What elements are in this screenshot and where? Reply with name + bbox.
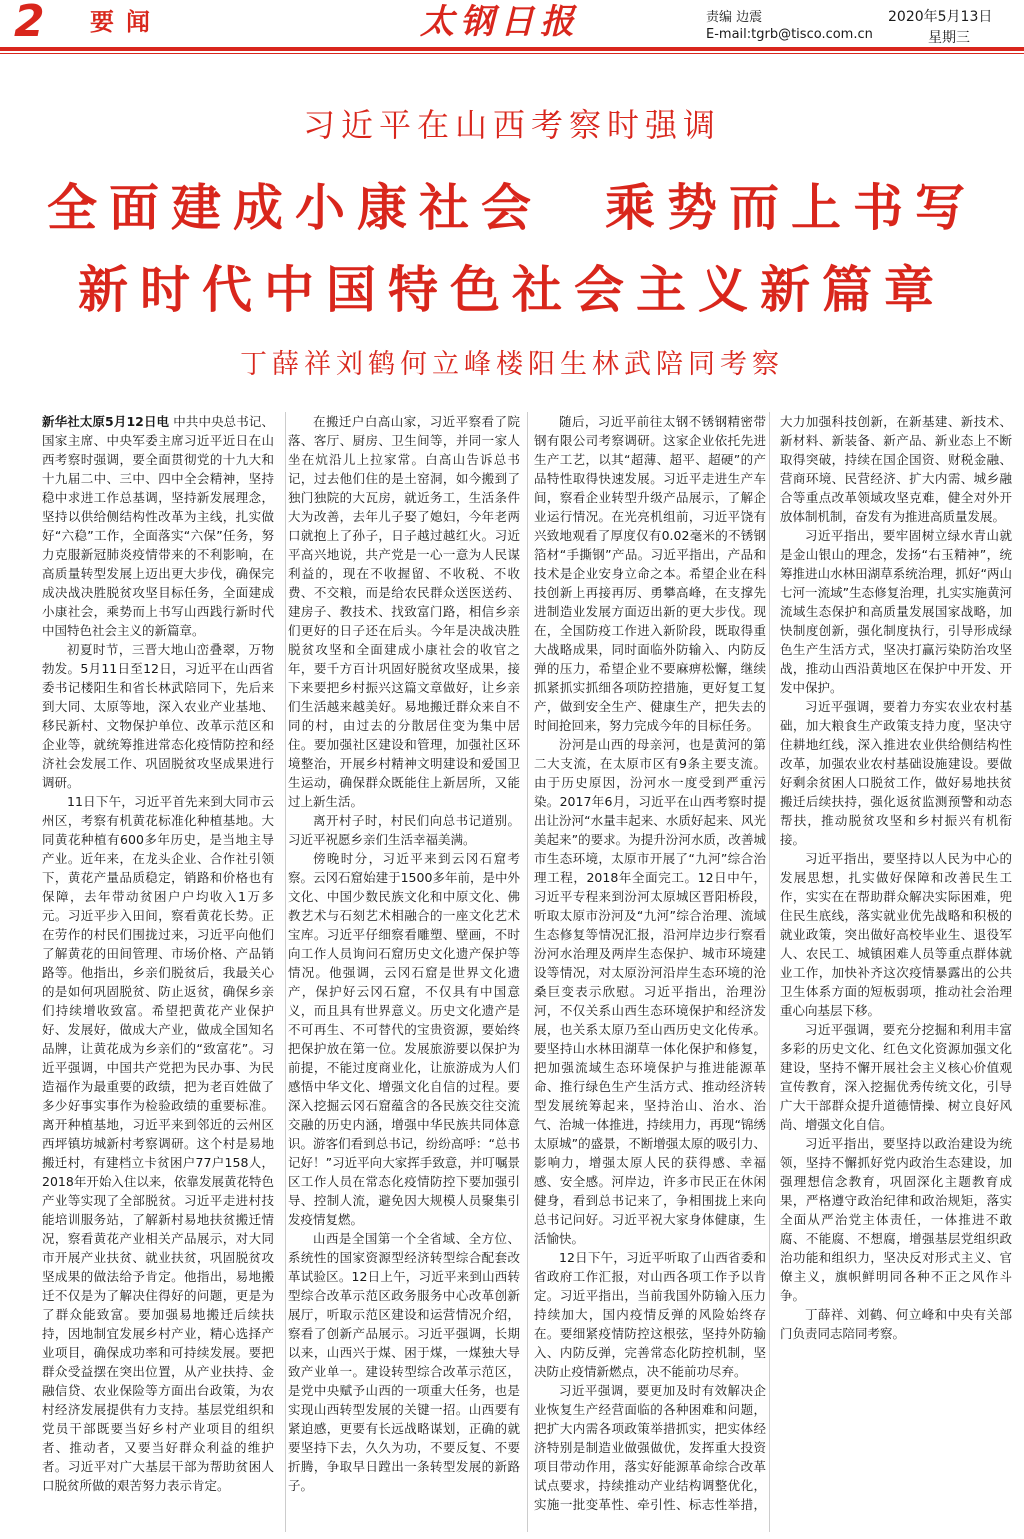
article-paragraph: 离开村子时，村民们向总书记道别。习近平祝愿乡亲们生活幸福美满。 (288, 813, 520, 847)
article-paragraph: 习近平指出，要坚持以人民为中心的发展思想，扎实做好保障和改善民生工作，实实在在帮助群众解决实际困难，兜住民生底线，落实就业优先战略和积极的就业政策，突出做好高校毕业生、退役军人、农民工、城镇困难人员等重点群体就业工作，加快补齐这次疫情暴露出的公共卫生体系方面的短板弱项，推动社会治理重心向基层下移。 (780, 851, 1012, 1018)
article-paragraph: 随后，习近平前往太钢不锈钢精密带钢有限公司考察调研。这家企业依托先进生产工艺，以其“超薄、超平、超硬”的产品特性取得快速发展。习近平走进生产车间，察看企业转型升级产品展示，了解企业运行情况。在光亮机组前，习近平饶有兴致地观看了厚度仅有0.02毫米的不锈钢箔材“手撕钢”产品。习近平指出，产品和技术是企业安身立命之本。希望企业在科技创新上再接再厉、勇攀高峰，在支撑先进制造业发展方面迈出新的更大步伐。现在，全国防疫工作进入新阶段，既取得重大战略成果，同时面临外防输入、内防反弹的压力，希望企业不要麻痹松懈，继续抓紧抓实抓细各项防控措施，更好复工复产，做到安全生产、健康生产，把失去的时间抢回来，努力完成今年的目标任务。 (534, 414, 766, 733)
masthead-rule (0, 47, 1024, 51)
editor-credit: 责编 边震 (706, 10, 763, 25)
headline-line-2: 新时代中国特色社会主义新篇章 (78, 261, 946, 319)
article-paragraph: 习近平指出，要坚持以政治建设为统领，坚持不懈抓好党内政治生态建设，加强理想信念教育，巩固深化主题教育成果，严格遵守政治纪律和政治规矩，落实全面从严治党主体责任，一体推进不敢腐、不能腐、不想腐，增强基层党组织政治功能和组织力，坚决反对形式主义、官僚主义，旗帜鲜明同各种不正之风作斗争。 (780, 1136, 1012, 1303)
dateline: 新华社太原5月12日电 (42, 414, 170, 429)
article-paragraph: 11日下午，习近平首先来到大同市云州区，考察有机黄花标准化种植基地。大同黄花种植有600多年历史，是当地主导产业。近年来，在龙头企业、合作社引领下，黄花产量品质稳定，销路和价格也有保障，去年带动贫困户户均收入1万多元。习近平步入田间，察看黄花长势。正在劳作的村民们围拢过来，习近平向他们了解黄花的田间管理、市场价格、产品销路等。他指出，乡亲们脱贫后，我最关心的是如何巩固脱贫、防止返贫，确保乡亲们持续增收致富。希望把黄花产业保护好、发展好，做成大产业，做成全国知名品牌，让黄花成为乡亲们的“致富花”。习近平强调，中国共产党把为民办事、为民造福作为最重要的政绩，把为老百姓做了多少好事实事作为检验政绩的重要标准。离开种植基地，习近平来到邻近的云州区西坪镇坊城新村考察调研。这个村是易地搬迁村，有建档立卡贫困户77户158人，2018年开始入住以来，依靠发展黄花特色产业等实现了全部脱贫。习近平走进村技能培训服务站，了解新村易地扶贫搬迁情况，察看黄花产业相关产品展示，对大同市开展产业扶贫、就业扶贫，巩固脱贫攻坚成果的做法给予肯定。他指出，易地搬迁不仅是为了解决住得好的问题，更是为了群众能致富。要加强易地搬迁后续扶持，因地制宜发展乡村产业，精心选择产业项目，确保成功率和可持续发展。要把群众受益摆在突出位置，从产业扶持、金融信贷、农业保险等方面出台政策，为农村经济发展提供有力支持。基层党组织和党员干部既要当好乡村产业项目的组织者、推动者，又要当好群众利益的维护者。习近平对广大基层干部为帮助贫困人口脱贫所做的艰苦努力表示肯定。 (42, 794, 274, 1493)
issue-weekday: 星期三 (928, 30, 970, 46)
article-paragraph: 初夏时节，三晋大地山峦叠翠，万物勃发。5月11日至12日，习近平在山西省委书记楼阳生和省长林武陪同下，先后来到大同、太原等地，深入农业产业基地、移民新村、文物保护单位、改革示范区和企业等，就统筹推进常态化疫情防控和经济社会发展工作、巩固脱贫攻坚成果进行调研。 (42, 642, 274, 790)
masthead-thin-rule (0, 53, 1024, 54)
newspaper-logo: 太钢日报 (420, 2, 580, 42)
headline-kicker: 习近平在山西考察时强调 (302, 106, 721, 144)
article-paragraph: 习近平强调，要着力夯实农业农村基础，加大粮食生产政策支持力度，坚决守住耕地红线，深入推进农业供给侧结构性改革，加强农业农村基础设施建设。要做好剩余贫困人口脱贫工作，做好易地扶贫搬迁后续扶持，强化返贫监测预警和动态帮扶，推动脱贫攻坚和乡村振兴有机衔接。 (780, 699, 1012, 847)
subheadline: 丁薛祥刘鹤何立峰楼阳生林武陪同考察 (240, 349, 784, 380)
page-number: 2 (14, 0, 45, 47)
issue-date: 2020年5月13日 (888, 9, 993, 25)
article-paragraph: 汾河是山西的母亲河，也是黄河的第二大支流，在太原市区有9条主要支流。由于历史原因，汾河水一度受到严重污染。2017年6月，习近平在山西考察时提出让汾河“水量丰起来、水质好起来、风光美起来”的要求。为提升汾河水质，改善城市生态环境，太原市开展了“九河”综合治理工程，2018年全面完工。12日中午，习近平专程来到汾河太原城区晋阳桥段，听取太原市汾河及“九河”综合治理、流域生态修复等情况汇报，沿河岸边步行察看汾河水治理及两岸生态保护、城市环境建设等情况，对太原汾河沿岸生态环境的沧桑巨变表示欣慰。习近平指出，治理汾河，不仅关系山西生态环境保护和经济发展，也关系太原乃至山西历史文化传承。要坚持山水林田湖草一体化保护和修复，把加强流域生态环境保护与推进能源革命、推行绿色生产生活方式、推动经济转型发展统筹起来，坚持治山、治水、治气、治城一体推进，持续用力，再现“锦绣太原城”的盛景，不断增强太原的吸引力、影响力，增强太原人民的获得感、幸福感、安全感。河岸边，许多市民正在休闲健身，看到总书记来了，争相围拢上来向总书记问好。习近平祝大家身体健康，生活愉快。 (534, 737, 766, 1246)
article-paragraph: 傍晚时分，习近平来到云冈石窟考察。云冈石窟始建于1500多年前，是中外文化、中国少数民族文化和中原文化、佛教艺术与石刻艺术相融合的一座文化艺术宝库。习近平仔细察看雕塑、壁画，不时向工作人员询问石窟历史文化遗产保护等情况。他强调，云冈石窟是世界文化遗产，保护好云冈石窟，不仅具有中国意义，而且具有世界意义。历史文化遗产是不可再生、不可替代的宝贵资源，要始终把保护放在第一位。发展旅游要以保护为前提，不能过度商业化，让旅游成为人们感悟中华文化、增强文化自信的过程。要深入挖掘云冈石窟蕴含的各民族交往交流交融的历史内涵，增强中华民族共同体意识。游客们看到总书记，纷纷高呼：“总书记好！”习近平向大家挥手致意，并叮嘱景区工作人员在常态化疫情防控下要加强引导、控制人流，避免因大规模人员聚集引发疫情复燃。 (288, 851, 520, 1227)
article-paragraph: 习近平指出，要牢固树立绿水青山就是金山银山的理念，发扬“右玉精神”，统筹推进山水林田湖草系统治理，抓好“两山七河一流域”生态修复治理，扎实实施黄河流域生态保护和高质量发展国家战略，加快制度创新，强化制度执行，引导形成绿色生产生活方式，坚决打赢污染防治攻坚战，推动山西沿黄地区在保护中开发、开发中保护。 (780, 528, 1012, 695)
article-paragraph: 山西是全国第一个全省域、全方位、系统性的国家资源型经济转型综合配套改革试验区。12日上午，习近平来到山西转型综合改革示范区政务服务中心改革创新展厅，听取示范区建设和运营情况介绍，察看了创新产品展示。习近平强调，长期以来，山西兴于煤、困于煤，一煤独大导致产业单一。建设转型综合改革示范区，是党中央赋予山西的一项重大任务，也是实现山西转型发展的关键一招。山西要有紧迫感，更要有长远战略谋划，正确的就要坚持下去，久久为功，不要反复、不要折腾，争取早日蹚出一条转型发展的新路子。 (288, 1231, 520, 1493)
article-paragraph: 12日下午，习近平听取了山西省委和省政府工作汇报，对山西各项工作予以肯定。习近平指出，当前我国外防输入压力持续加大，国内疫情反弹的风险始终存在。要细紧疫情防控这根弦，坚持外防输入、内防反弹，完善常态化防控机制，坚决防止疫情新燃点，决不能前功尽弃。 (534, 1250, 766, 1379)
article-paragraph: 习近平强调，要更加及时有效解决企业恢复生产经营面临的各种困难和问题，把扩大内需各项政策举措抓实，把实体经济特别是制造业做强做优，发挥重大投资项目带动作用，落实好能源革命综合改革试点要求，持续推动产业结构调整优化，实施一批变革性、牵引性、标志性举措，大力加强科技创新，在新基建、新技术、新材料、新装备、新产品、新业态上不断取得突破，持续在国企国资、财税金融、营商环境、民营经济、扩大内需、城乡融合等重点改革领域攻坚克难，健全对外开放体制机制，奋发有为推进高质量发展。 (534, 414, 1012, 1512)
headline-line-1: 全面建成小康社会 乘势而上书写 (47, 179, 977, 237)
section-title: 要闻 (90, 8, 162, 36)
article-body (42, 412, 1012, 1532)
article-paragraph: 习近平强调，要充分挖掘和利用丰富多彩的历史文化、红色文化资源加强文化建设，坚持不懈开展社会主义核心价值观宣传教育，深入挖掘优秀传统文化，引导广大干部群众提升道德情操、树立良好风尚、增强文化自信。 (780, 1022, 1012, 1132)
article-lead (42, 412, 274, 640)
article-paragraph: 在搬迁户白高山家，习近平察看了院落、客厅、厨房、卫生间等，并同一家人坐在炕沿儿上拉家常。白高山告诉总书记，过去他们住的是土窑洞，如今搬到了独门独院的大瓦房，就近务工，生活条件大为改善，去年儿子娶了媳妇，今年老两口就抱上了孙子，日子越过越红火。习近平高兴地说，共产党是一心一意为人民谋利益的，现在不收握留、不收税、不收费、不交粮，而是给农民群众送医送药、建房子、教技术、找致富门路，相信乡亲们更好的日子还在后头。今年是决战决胜脱贫攻坚和全面建成小康社会的收官之年，要千方百计巩固好脱贫攻坚成果，接下来要把乡村振兴这篇文章做好，让乡亲们生活越来越美好。易地搬迁群众来自不同的村，由过去的分散居住变为集中居住。要加强社区建设和管理，加强社区环境整治，开展乡村精神文明建设和爱国卫生运动，确保群众既能住上新居所，又能过上新生活。 (288, 414, 520, 809)
lead-text: 中共中央总书记、国家主席、中央军委主席习近平近日在山西考察时强调，要全面贯彻党的十九大和十九届二中、三中、四中全会精神，坚持稳中求进工作总基调，坚持新发展理念，坚持以供给侧结构性改革为主线，扎实做好“六稳”工作，全面落实“六保”任务，努力克服新冠肺炎疫情带来的不利影响，在高质量转型发展上迈出更大步伐，确保完成决战决胜脱贫攻坚目标任务，全面建成小康社会，乘势而上书写山西践行新时代中国特色社会主义的新篇章。 (42, 414, 274, 638)
article-paragraph: 丁薛祥、刘鹤、何立峰和中央有关部门负责同志陪同考察。 (780, 1307, 1012, 1341)
editor-email: E-mail:tgrb@tisco.com.cn (706, 27, 873, 42)
masthead (0, 0, 1024, 48)
